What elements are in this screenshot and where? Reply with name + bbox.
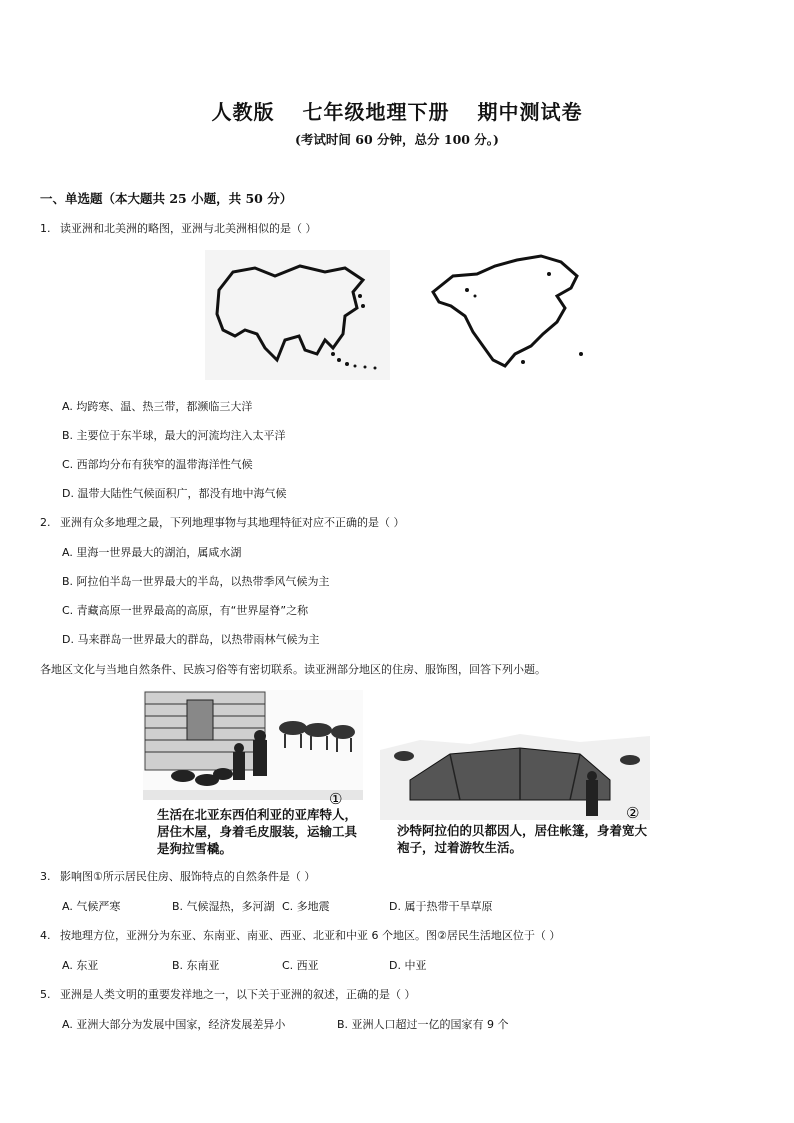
question-number: 4. [40, 929, 51, 942]
bedouin-caption: 沙特阿拉伯的贝都因人，居住帐篷，身着宽大袍子，过着游牧生活。 [397, 823, 648, 855]
option-c[interactable]: C. 西部均分布有狭窄的温带海洋性气候 [62, 458, 253, 471]
question-3 [40, 868, 315, 884]
question-number: 5. [40, 988, 51, 1001]
option-b[interactable]: B. 东南亚 [172, 959, 220, 972]
question-number: 2. [40, 516, 51, 529]
option-b[interactable]: B. 主要位于东半球，最大的河流均注入太平洋 [62, 429, 286, 442]
question-text: 按地理方位，亚洲分为东亚、东南亚、南亚、西亚、北亚和中亚 6 个地区。图②居民生活地区位于（ ） [60, 929, 561, 942]
q3-options [62, 898, 762, 914]
option-a[interactable]: A. 亚洲大部分为发展中国家，经济发展差异小 [62, 1018, 286, 1031]
option-b[interactable]: B. 阿拉伯半岛一世界最大的半岛，以热带季风气候为主 [62, 575, 330, 588]
title-part-grade: 七年级地理下册 [302, 100, 450, 124]
question-text: 影响图①所示居民住房、服饰特点的自然条件是（ ） [60, 870, 316, 883]
asia-map-bg [205, 250, 390, 380]
asia-north-america-map [205, 250, 595, 380]
question-5 [40, 986, 416, 1002]
question-text: 亚洲有众多地理之最，下列地理事物与其地理特征对应不正确的是（ ） [60, 516, 405, 529]
question-text: 读亚洲和北美洲的略图，亚洲与北美洲相似的是（ ） [60, 222, 317, 235]
figure-1-mark: ① [329, 790, 343, 808]
title-part-exam: 期中测试卷 [477, 100, 583, 124]
option-a[interactable]: A. 均跨寒、温、热三带，都濒临三大洋 [62, 400, 253, 413]
north-america-outline [433, 256, 577, 366]
page-subtitle: (考试时间 60 分钟，总分 100 分。) [295, 132, 499, 147]
question-2 [40, 514, 405, 530]
question-text: 亚洲是人类文明的重要发祥地之一，以下关于亚洲的叙述，正确的是（ ） [60, 988, 416, 1001]
reading-intro: 各地区文化与当地自然条件、民族习俗等有密切联系。读亚洲部分地区的住房、服饰图，回答下列小题。 [40, 663, 546, 676]
page-title [0, 96, 794, 125]
option-a[interactable]: A. 东亚 [62, 959, 99, 972]
option-c[interactable]: C. 青藏高原一世界最高的高原，有“世界屋脊”之称 [62, 604, 309, 617]
option-d[interactable]: D. 属于热带干旱草原 [389, 900, 493, 913]
question-number: 3. [40, 870, 51, 883]
figure-2-mark: ② [626, 804, 640, 822]
title-part-publisher: 人教版 [211, 100, 275, 124]
option-c[interactable]: C. 西亚 [282, 959, 319, 972]
option-d[interactable]: D. 温带大陆性气候面积广，都没有地中海气候 [62, 487, 287, 500]
yakut-caption: 生活在北亚东西伯利亚的亚库特人，居住木屋，身着毛皮服装，运输工具是狗拉雪橇。 [157, 807, 358, 856]
option-d[interactable]: D. 马来群岛一世界最大的群岛，以热带雨林气候为主 [62, 633, 320, 646]
q5-options [62, 1016, 762, 1032]
question-number: 1. [40, 222, 51, 235]
q4-options [62, 957, 762, 973]
option-b[interactable]: B. 亚洲人口超过一亿的国家有 9 个 [337, 1018, 509, 1031]
option-b[interactable]: B. 气候湿热，多河湖 [172, 900, 275, 913]
question-4 [40, 927, 560, 943]
option-a[interactable]: A. 里海一世界最大的湖泊，属咸水湖 [62, 546, 242, 559]
section-heading: 一、单选题（本大题共 25 小题，共 50 分） [40, 191, 293, 206]
bedouin-figure [586, 771, 598, 816]
question-1 [40, 220, 317, 236]
option-c[interactable]: C. 多地震 [282, 900, 330, 913]
option-d[interactable]: D. 中亚 [389, 959, 427, 972]
option-a[interactable]: A. 气候严寒 [62, 900, 121, 913]
